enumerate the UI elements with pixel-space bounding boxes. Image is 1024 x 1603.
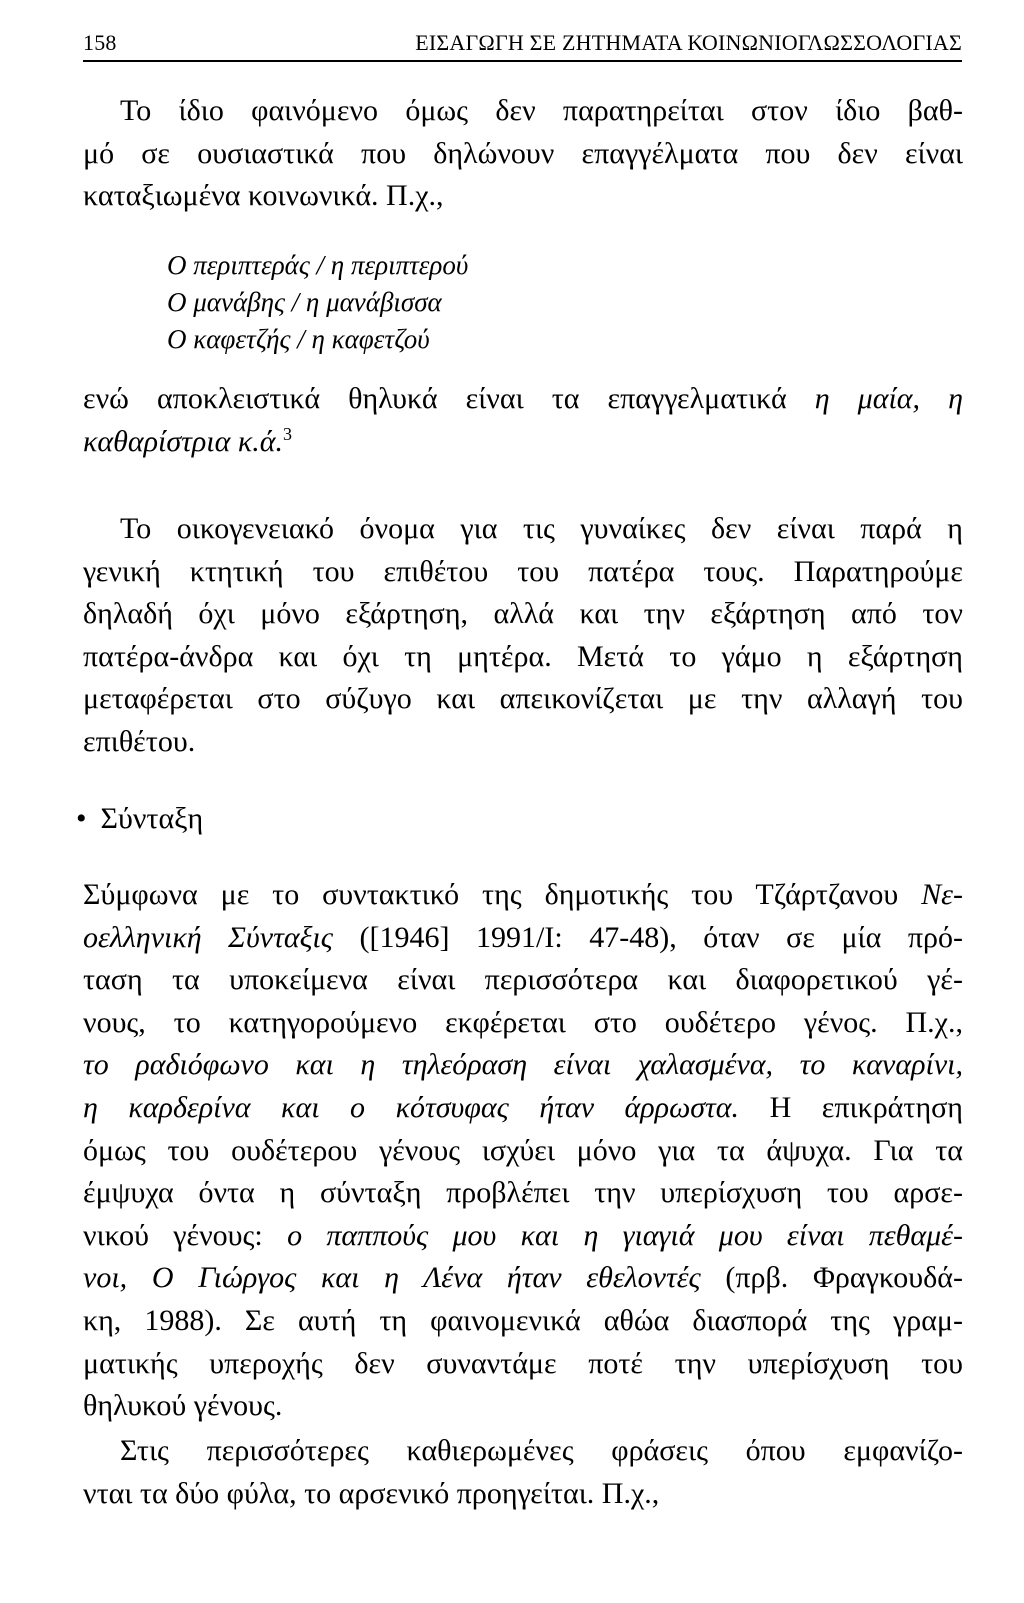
paragraph-1 (83, 90, 963, 218)
paragraph-2-line (83, 421, 963, 464)
paragraph-3-line: Το οικογενειακό όνομα για τις γυναίκες δεν είναι παρά η (120, 512, 963, 545)
paragraph-4-line: νους, το κατηγορούμενο εκφέρεται στο ουδέτερο γένος. Π.χ., (83, 1005, 963, 1039)
paragraph-4-line: το ραδιόφωνο και η τηλεόραση είναι χαλασμένα, το καναρίνι, (83, 1048, 963, 1082)
page-header (83, 30, 962, 62)
bullet-icon: • (76, 802, 87, 835)
example-item: Ο μανάβης / η μανάβισσα (167, 287, 442, 317)
running-title: ΕΙΣΑΓΩΓΗ ΣΕ ΖΗΤΗΜΑΤΑ ΚΟΙΝΩΝΙΟΓΛΩΣΣΟΛΟΓΙΑΣ (415, 30, 962, 55)
paragraph-2 (83, 378, 963, 463)
paragraph-4-line: ταση τα υποκείμενα είναι περισσότερα και διαφορετικού γέ- (83, 963, 963, 997)
paragraph-1-line: Το ίδιο φαινόμενο όμως δεν παρατηρείται στον ίδιο βαθ- (120, 94, 963, 127)
paragraph-3-line: πατέρα-άνδρα και όχι τη μητέρα. Μετά το γάμο η εξάρτηση (83, 639, 963, 673)
paragraph-2-italic: η μαία, η (814, 382, 963, 415)
paragraph-4-italic: οελληνική Σύνταξις (83, 920, 333, 954)
example-item: Ο περιπτεράς / η περιπτερού (167, 250, 469, 280)
paragraph-3 (83, 508, 963, 763)
paragraph-1-line: μό σε ουσιαστικά που δηλώνουν επαγγέλματα που δεν είναι (83, 136, 963, 170)
paragraph-4-text: νικού γένους: (83, 1218, 288, 1252)
paragraph-4-italic: ο παππούς μου και η γιαγιά μου είναι πεθαμέ- (287, 1218, 963, 1252)
paragraph-5 (83, 1430, 963, 1515)
paragraph-2-line (83, 378, 963, 421)
paragraph-4-italic: η καρδερίνα και ο κότσυφας ήταν άρρωστα. (83, 1090, 740, 1124)
footnote-ref: 3 (283, 423, 293, 444)
paragraph-4 (83, 874, 963, 1428)
paragraph-4-line (83, 1257, 963, 1300)
paragraph-5-line: νται τα δύο φύλα, το αρσενικό προηγείται. Π.χ., (83, 1476, 660, 1510)
section-title: Σύνταξη (100, 802, 204, 835)
example-list (167, 247, 867, 358)
paragraph-4-text: Σύμφωνα με το συντακτικό της δημοτικής του Τζάρτζανου (83, 878, 922, 911)
paragraph-4-text: ([1946] 1991/Ι: 47-48), όταν σε μία πρό- (332, 920, 964, 954)
paragraph-1-line: καταξιωμένα κοινωνικά. Π.χ., (83, 179, 444, 212)
paragraph-4-line (83, 1215, 963, 1258)
paragraph-4-line: ματικής υπεροχής δεν συναντάμε ποτέ την υπερίσχυση του (83, 1346, 963, 1380)
example-item: Ο καφετζής / η καφετζού (167, 324, 430, 354)
paragraph-4-line: θηλυκού γένους. (83, 1389, 283, 1423)
paragraph-4-line (83, 1087, 963, 1130)
paragraph-2-text: ενώ αποκλειστικά θηλυκά είναι τα επαγγελματικά (83, 382, 815, 415)
paragraph-4-line: όμως του ουδέτερου γένους ισχύει μόνο για τα άψυχα. Για τα (83, 1133, 963, 1167)
paragraph-4-line (83, 874, 963, 917)
paragraph-4-line: κη, 1988). Σε αυτή τη φαινομενικά αθώα διασπορά της γραμ- (83, 1303, 963, 1337)
paragraph-4-text: (πρβ. Φραγκουδά- (700, 1261, 963, 1295)
section-heading (76, 798, 203, 840)
paragraph-4-italic: Νε- (921, 878, 963, 911)
page-number: 158 (83, 30, 117, 55)
paragraph-2-italic: καθαρίστρια κ.ά. (83, 424, 284, 458)
paragraph-3-line: επιθέτου. (83, 724, 196, 758)
paragraph-4-line (83, 917, 963, 960)
paragraph-3-line: μεταφέρεται στο σύζυγο και απεικονίζεται με την αλλαγή του (83, 682, 963, 715)
paragraph-4-text: Η επικράτηση (739, 1090, 963, 1124)
paragraph-5-line: Στις περισσότερες καθιερωμένες φράσεις όπου εμφανίζο- (120, 1434, 963, 1467)
paragraph-4-line: έμψυχα όντα η σύνταξη προβλέπει την υπερίσχυση του αρσε- (83, 1176, 963, 1210)
paragraph-4-italic: νοι, Ο Γιώργος και η Λένα ήταν εθελοντές (83, 1261, 701, 1295)
paragraph-3-line: δηλαδή όχι μόνο εξάρτηση, αλλά και την εξάρτηση από τον (83, 597, 963, 630)
paragraph-3-line: γενική κτητική του επιθέτου του πατέρα τους. Παρατηρούμε (83, 554, 963, 588)
